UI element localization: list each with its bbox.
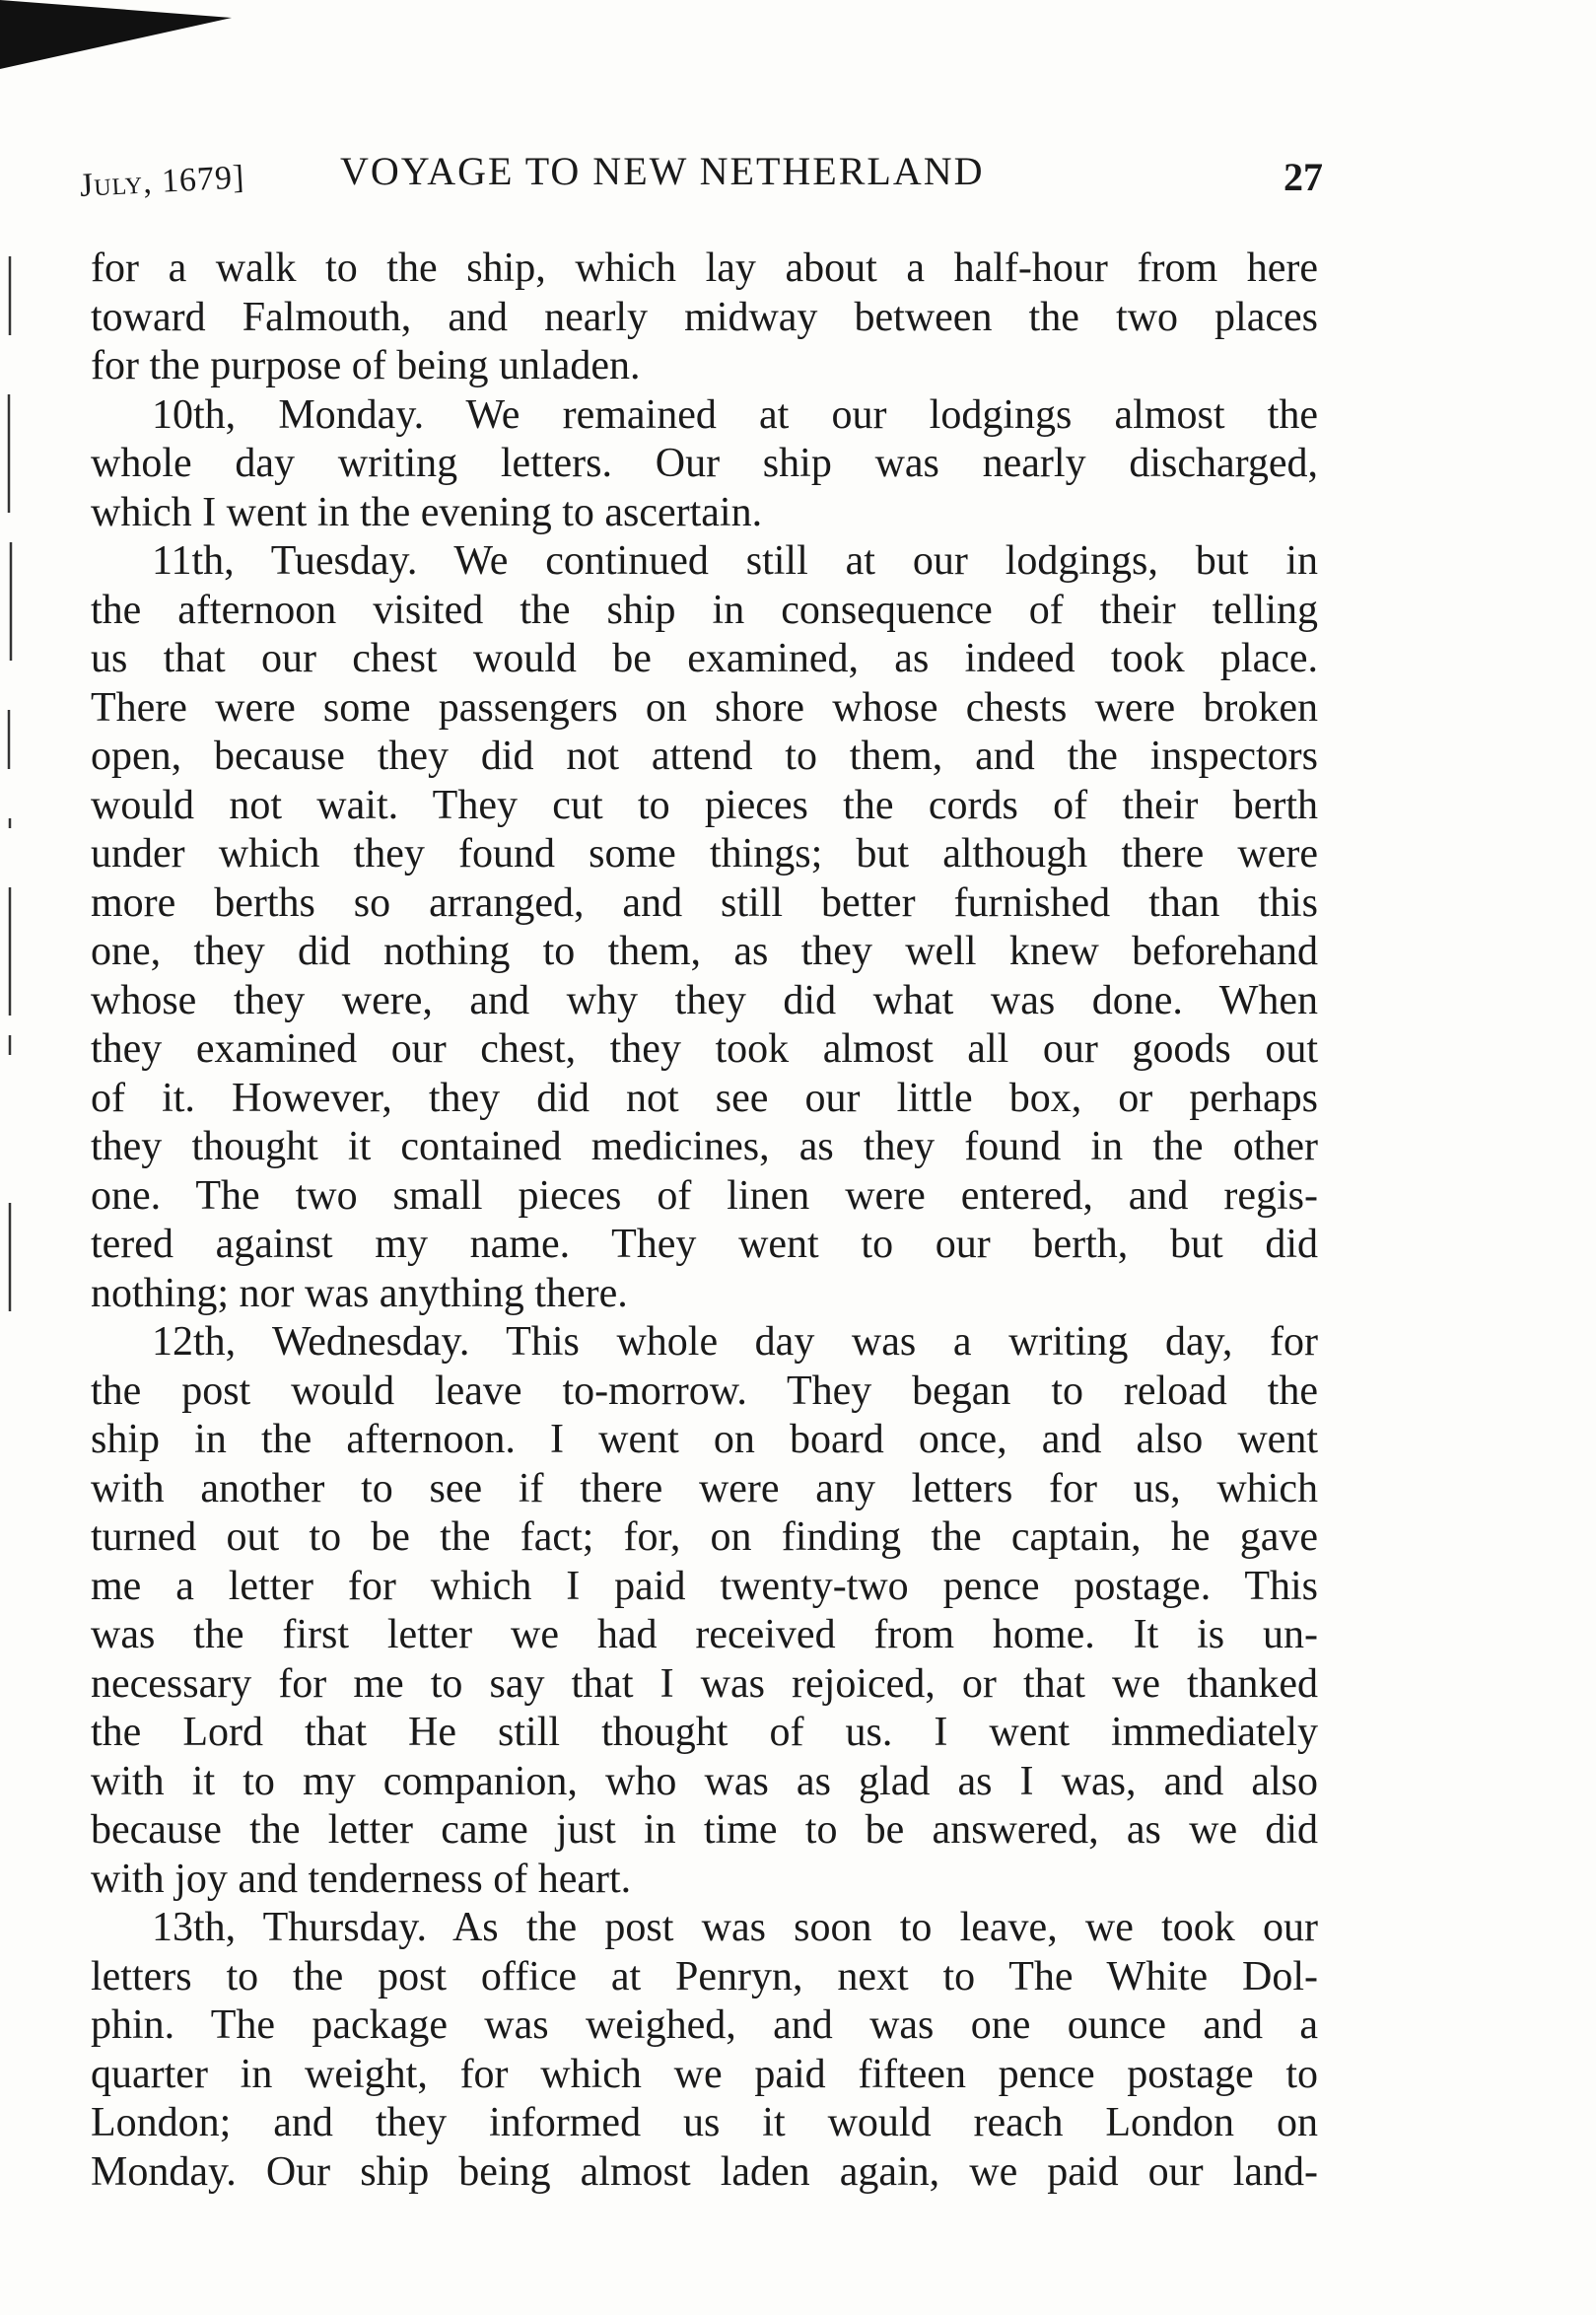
text-line: nothing; nor was anything there. bbox=[91, 1270, 628, 1316]
page-corner-shadow bbox=[0, 0, 237, 79]
text-line: quarter in weight, for which we paid fifteen pence postage to bbox=[91, 2051, 1318, 2097]
text-line: ship in the afternoon. I went on board once, and also went bbox=[91, 1417, 1318, 1462]
text-line: under which they found some things; but although there were bbox=[91, 831, 1318, 877]
text-line: the post would leave to-morrow. They began to reload the bbox=[91, 1368, 1318, 1414]
text-line: with joy and tenderness of heart. bbox=[91, 1856, 632, 1902]
running-head-date: July, 1679] bbox=[79, 159, 246, 205]
running-header bbox=[81, 148, 1323, 207]
text-line: 10th, Monday. We remained at our lodgings almost the bbox=[152, 391, 1318, 438]
text-line: 12th, Wednesday. This whole day was a writing day, for bbox=[152, 1319, 1318, 1365]
text-line: would not wait. They cut to pieces the cords of their berth bbox=[91, 782, 1318, 828]
text-line: 13th, Thursday. As the post was soon to leave, we took our bbox=[152, 1905, 1318, 1950]
text-line: turned out to be the fact; for, on finding the captain, he gave bbox=[91, 1514, 1318, 1560]
text-line: tered against my name. They went to our berth, but did bbox=[91, 1222, 1318, 1267]
text-line: me a letter for which I paid twenty-two pence postage. This bbox=[91, 1563, 1318, 1609]
text-line: for a walk to the ship, which lay about a half-hour from here bbox=[91, 246, 1318, 291]
text-line: the afternoon visited the ship in consequence of their telling bbox=[91, 587, 1318, 633]
text-line: letters to the post office at Penryn, next to The White Dol- bbox=[91, 1953, 1318, 1999]
text-line: us that our chest would be examined, as indeed took place. bbox=[91, 636, 1318, 681]
text-line: with it to my companion, who was as glad as I was, and also bbox=[91, 1758, 1318, 1804]
text-line: 11th, Tuesday. We continued still at our lodgings, but in bbox=[152, 538, 1318, 584]
text-line: There were some passengers on shore whose chests were broken bbox=[91, 684, 1318, 731]
text-line: because the letter came just in time to be answered, as we did bbox=[91, 1807, 1318, 1853]
text-line: they thought it contained medicines, as they found in the other bbox=[91, 1124, 1318, 1169]
text-line: which I went in the evening to ascertain. bbox=[91, 489, 763, 535]
text-line: phin. The package was weighed, and was one ounce and a bbox=[91, 2002, 1318, 2048]
text-line: the Lord that He still thought of us. I went immediately bbox=[91, 1710, 1318, 1755]
text-line: Monday. Our ship being almost laden again, we paid our land- bbox=[91, 2148, 1318, 2195]
text-line: they examined our chest, they took almost all our goods out bbox=[91, 1026, 1318, 1072]
text-line: toward Falmouth, and nearly midway between the two places bbox=[91, 294, 1318, 340]
text-line: necessary for me to say that I was rejoiced, or that we thanked bbox=[91, 1660, 1318, 1707]
text-line: open, because they did not attend to them, and the inspectors bbox=[91, 734, 1318, 779]
page-number: 27 bbox=[1284, 155, 1323, 199]
running-title: VOYAGE TO NEW NETHERLAND bbox=[340, 149, 985, 193]
text-line: whose they were, and why they did what was done. When bbox=[91, 977, 1318, 1023]
body-text bbox=[91, 245, 1318, 2197]
text-line: with another to see if there were any letters for us, which bbox=[91, 1465, 1318, 1511]
text-line: was the first letter we had received from home. It is un- bbox=[91, 1612, 1318, 1657]
text-line: London; and they informed us it would reach London on bbox=[91, 2100, 1318, 2145]
text-line: more berths so arranged, and still better furnished than this bbox=[91, 879, 1318, 926]
text-line: for the purpose of being unladen. bbox=[91, 343, 641, 388]
text-line: whole day writing letters. Our ship was nearly discharged, bbox=[91, 441, 1318, 486]
text-line: one. The two small pieces of linen were entered, and regis- bbox=[91, 1172, 1318, 1219]
text-line: one, they did nothing to them, as they well knew beforehand bbox=[91, 929, 1318, 974]
gutter-marks bbox=[0, 217, 20, 1992]
text-line: of it. However, they did not see our little box, or perhaps bbox=[91, 1075, 1318, 1121]
